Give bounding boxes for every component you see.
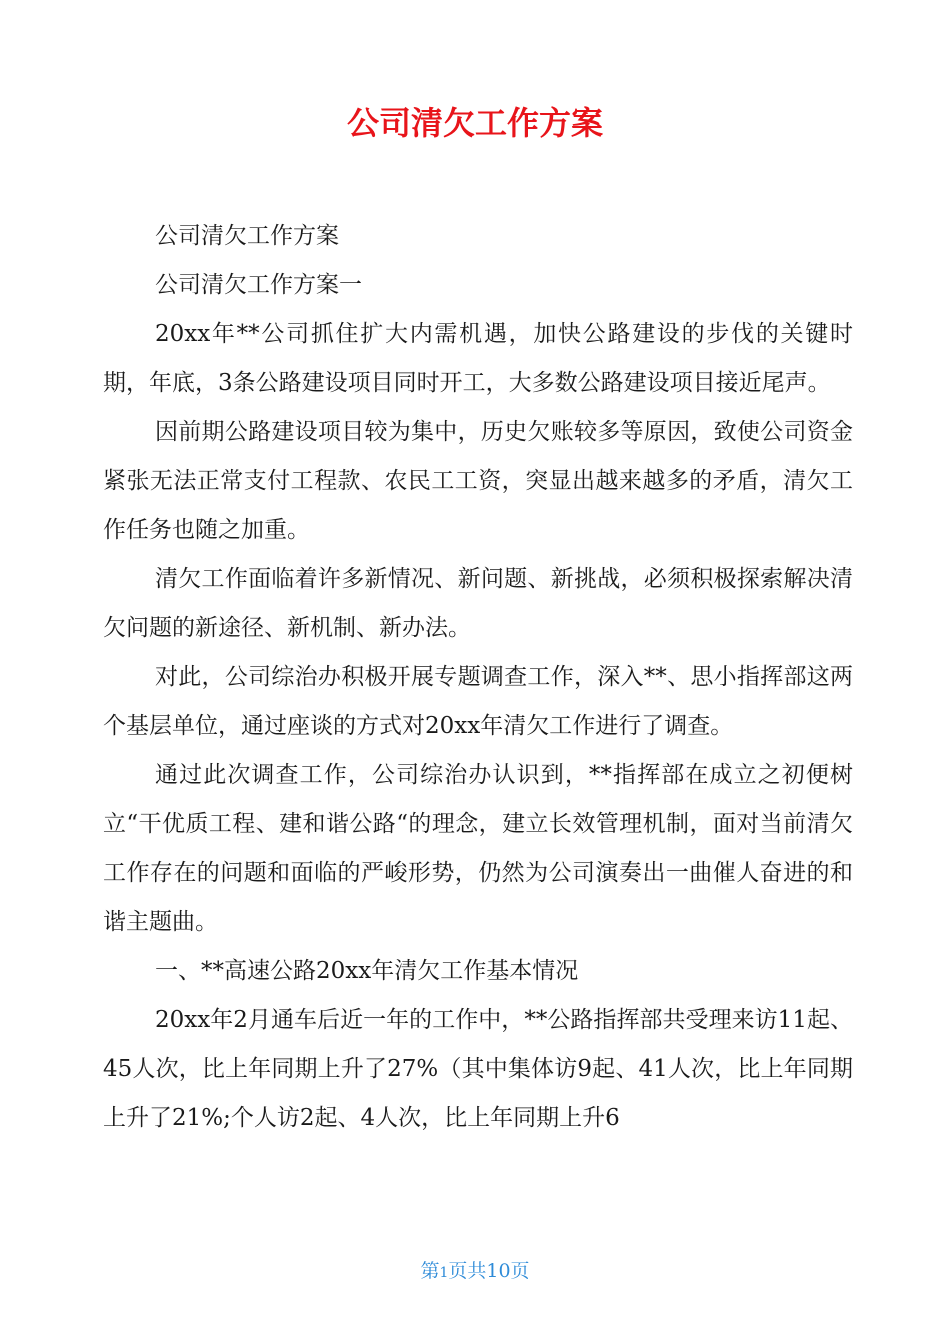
- footer-page-number: 1: [439, 1265, 449, 1281]
- paragraph-heading: 公司清欠工作方案: [155, 223, 339, 249]
- section-heading: 一、**高速公路20xx年清欠工作基本情况: [155, 958, 579, 984]
- paragraph: 通过此次调查工作，公司综治办认识到，**指挥部在成立之初便树立“干优质工程、建和谐公路“的理念，建立长效管理机制，面对当前清欠工作存在的问题和面临的严峻形势，仍然为公司演奏出一曲催人奋进的和谐主题曲。: [103, 762, 853, 935]
- footer-prefix: 第: [420, 1260, 440, 1282]
- document-title: 公司清欠工作方案: [346, 104, 603, 142]
- paragraph: 20xx年2月通车后近一年的工作中，**公路指挥部共受理来访11起、45人次，比上年同期上升了27%（其中集体访9起、41人次，比上年同期上升了21%;个人访2起、4人次，比上年同期上升6: [103, 1007, 853, 1131]
- footer-suffix: 页共10页: [448, 1260, 530, 1282]
- page-footer: [0, 1256, 950, 1288]
- paragraph-subheading: 公司清欠工作方案一: [155, 272, 362, 298]
- document-body: [103, 212, 853, 1143]
- paragraph: 清欠工作面临着许多新情况、新问题、新挑战，必须积极探索解决清欠问题的新途径、新机制、新办法。: [103, 566, 853, 641]
- paragraph: 因前期公路建设项目较为集中，历史欠账较多等原因，致使公司资金紧张无法正常支付工程款、农民工工资，突显出越来越多的矛盾，清欠工作任务也随之加重。: [103, 419, 853, 543]
- paragraph: 对此，公司综治办积极开展专题调查工作，深入**、思小指挥部这两个基层单位，通过座谈的方式对20xx年清欠工作进行了调查。: [103, 664, 853, 739]
- paragraph: 20xx年**公司抓住扩大内需机遇，加快公路建设的步伐的关键时期，年底，3条公路建设项目同时开工，大多数公路建设项目接近尾声。: [103, 321, 853, 396]
